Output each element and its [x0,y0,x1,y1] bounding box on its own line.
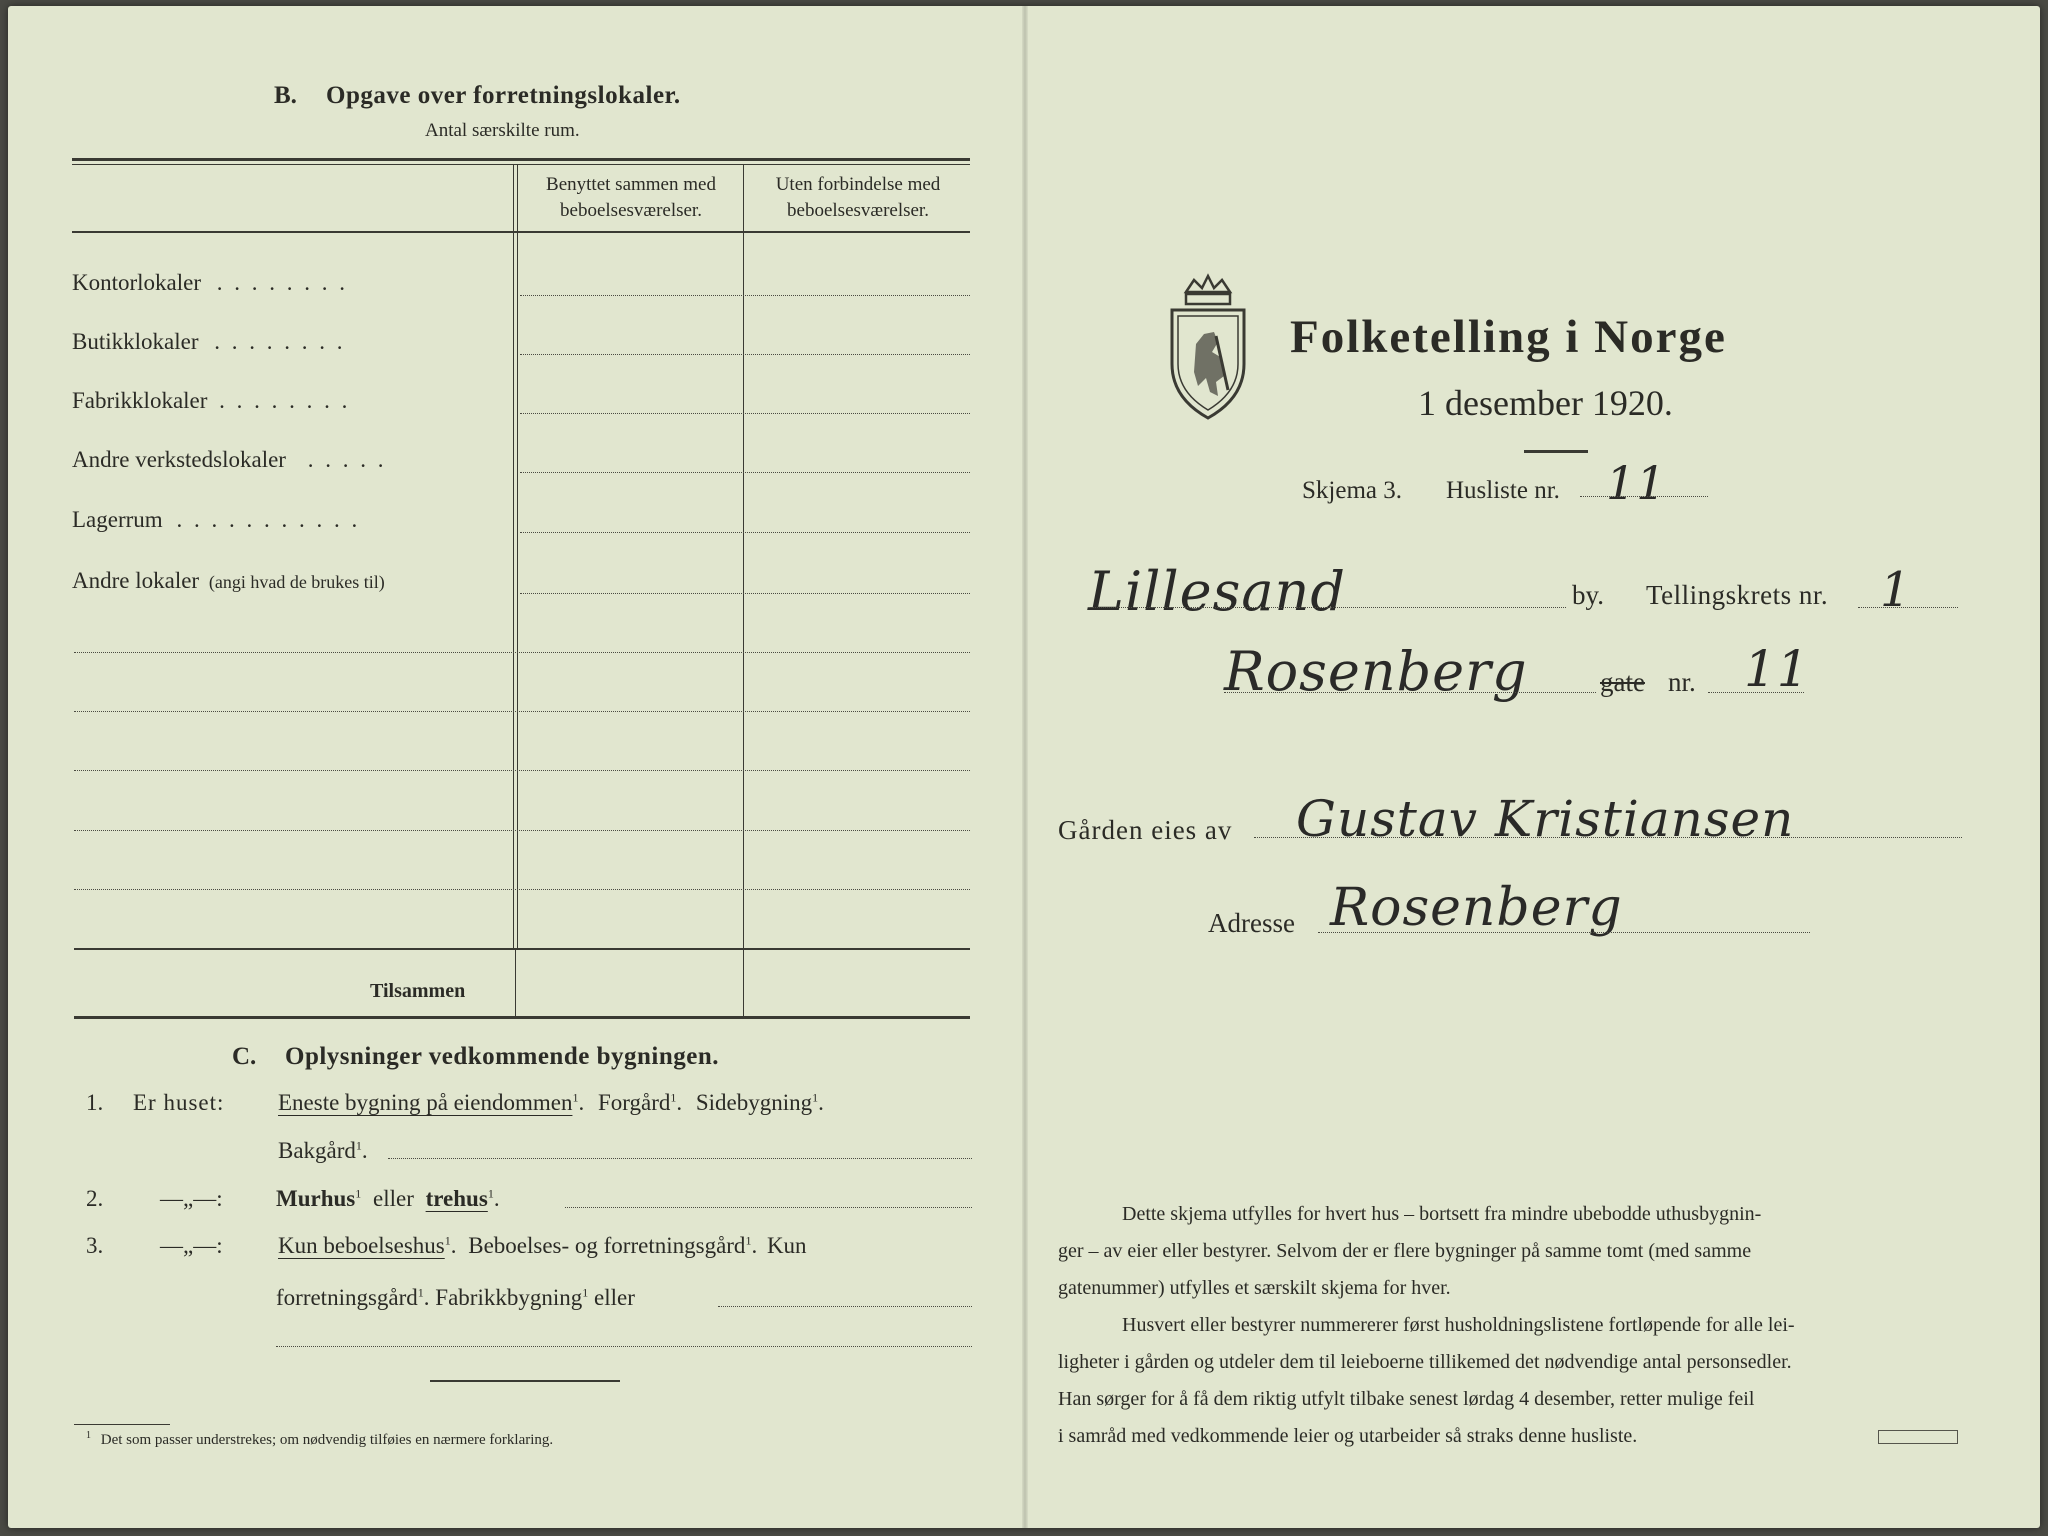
fill-line [1580,496,1708,497]
item-1-line-1: Eneste bygning på eiendommen$^1$. Forgård$^1$. Sidebygning$^1$. [278,1090,824,1115]
instruction-line: Han sørger for å få dem riktig utfylt tilbake senest lørdag 4 desember, retter mulige feil [1058,1388,1755,1410]
option-murhus: Murhus [276,1186,356,1211]
tellingskrets-label: Tellingskrets nr. [1646,580,1829,610]
section-c-title: Oplysninger vedkommende bygningen. [285,1043,719,1070]
item-3-line-1: Kun beboelseshus$^1$. Beboelses- og forretningsgård$^1$. Kun [278,1233,807,1258]
tellingskrets-value[interactable]: 1 [1880,562,1912,618]
husliste-value[interactable]: 11 [1606,456,1667,510]
street-nr-label: nr. [1668,667,1696,697]
row-dots: . . . . . . . . [214,329,346,354]
row-label-andre-lokaler [72,568,385,594]
row-rule [74,711,970,712]
total-col-divider-2 [743,950,744,1016]
instruction-line: gatenummer) utfylles et særskilt skjema for hver. [1058,1277,1451,1299]
table-top-rule [72,158,970,161]
row-label-fabrikklokaler [72,388,350,414]
fill-line [1254,837,1962,838]
option-forretningsgard: forretningsgård [276,1285,418,1310]
option-fabrikkbygning: Fabrikkbygning [435,1285,583,1310]
col2-header-line1: Uten forbindelse med [775,174,941,195]
fill-line [1090,607,1566,608]
schema-label: Skjema 3. [1302,477,1402,504]
husliste-label: Husliste nr. [1446,477,1560,504]
word-eller: eller [594,1285,635,1310]
street-value[interactable]: Rosenberg [1224,640,1528,703]
word-kun: Kun [766,1233,807,1258]
row-rule [74,770,970,771]
address-label: Adresse [1208,908,1295,938]
table-col-divider-1 [513,164,514,950]
item-1-line-2: Bakgård$^1$. [278,1138,368,1163]
instruction-line: ger – av eier eller bestyrer. Selvom der er flere bygninger på samme tomt (med samme [1058,1240,1752,1262]
option-beboelses-og-forretningsgard: Beboelses- og forretningsgård [468,1233,746,1258]
table-header-rule [72,231,970,233]
col1-header-line1: Benyttet sammen med [546,174,716,195]
footnote-mark: 1 [86,1430,91,1441]
item-3-prefix: —„—: [160,1233,223,1258]
fill-line [1318,932,1810,933]
row-rule [74,889,970,890]
row-rule [74,830,970,831]
page-fold [1022,6,1028,1528]
instruction-line: Husvert eller bestyrer nummererer først husholdningslistene fortløpende for alle lei- [1122,1314,1795,1336]
title-rule [1524,450,1588,453]
norwegian-coat-of-arms-icon [1166,272,1250,422]
section-c-letter: C. [232,1043,257,1070]
table-top-rule-thin [72,164,970,165]
gate-label: gate [1600,667,1645,697]
item-3-line-2: forretningsgård$^1$. Fabrikkbygning$^1$ eller [276,1285,635,1310]
word-eller: eller [373,1186,414,1211]
row-label-lagerrum [72,507,360,533]
row-note: (angi hvad de brukes til) [208,572,385,592]
instruction-line: i samråd med vedkommende leier og utarbeider så straks denne husliste. [1058,1425,1638,1447]
total-col-divider-1 [515,950,516,1016]
row-dots: . . . . . . . . [216,270,349,295]
item-1-number: 1. [86,1090,104,1115]
owner-label: Gården eies av [1058,815,1233,845]
col2-header-line2: beboelsesværelser. [787,200,929,221]
printer-stamp [1878,1430,1958,1444]
option-eneste-bygning: Eneste bygning på eiendommen [278,1090,573,1115]
table-col-divider-2 [743,164,744,950]
section-b-letter: B. [274,82,297,109]
form-date: 1 desember 1920. [1418,383,1673,423]
option-kun-beboelseshus: Kun beboelseshus [278,1233,445,1258]
row-rule [74,652,970,653]
row-label-text: Fabrikklokaler [72,388,208,413]
street-nr-value[interactable]: 11 [1744,640,1810,698]
row-rule [520,532,970,533]
row-label-text: Kontorlokaler [72,270,202,295]
row-label-andre-verkstedslokaler [72,447,386,473]
fill-line [718,1306,972,1307]
col1-header-line2: beboelsesværelser. [560,200,702,221]
fill-line [1858,607,1958,608]
section-end-rule [430,1380,620,1382]
row-rule [520,354,970,355]
footnote-text: Det som passer understrekes; om nødvendig tilføies en nærmere forklaring. [100,1432,554,1448]
fill-line [565,1207,972,1208]
fill-line [1708,692,1804,693]
option-trehus: trehus [425,1186,488,1211]
row-rule [520,413,970,414]
footnote-rule [74,1424,170,1425]
instruction-line: Dette skjema utfylles for hvert hus – bortsett fra mindre ubebodde uthusbygnin- [1122,1203,1762,1225]
city-value[interactable]: Lillesand [1088,560,1346,623]
fill-line [276,1346,972,1347]
row-dots: . . . . . . . . [219,388,351,413]
owner-value[interactable]: Gustav Kristiansen [1296,790,1795,848]
section-b-subtitle: Antal særskilte rum. [425,120,580,141]
item-1-prefix: Er huset: [133,1090,225,1115]
row-rule [520,472,970,473]
row-label-text: Butikklokaler [72,329,199,354]
item-3-number: 3. [86,1233,104,1258]
fill-line [1224,692,1596,693]
row-label-text: Andre verkstedslokaler [72,447,286,472]
row-label-butikklokaler [72,329,345,355]
total-label: Tilsammen [370,980,466,1002]
row-label-text: Lagerrum [72,507,163,532]
row-rule [520,295,970,296]
item-2-number: 2. [86,1186,104,1211]
row-dots: . . . . . . . . . . . [176,507,361,532]
table-col-divider-1b [517,164,518,950]
section-b-title: Opgave over forretningslokaler. [326,82,681,109]
form-title: Folketelling i Norge [1290,311,1727,363]
instruction-line: ligheter i gården og utdeler dem til leieboerne tillikemed det nødvendige antal personsedler. [1058,1351,1792,1373]
option-bakgard: Bakgård [278,1138,356,1163]
item-2-line: Murhus$^1$ eller trehus$^1$. [276,1186,500,1211]
instructions-block [1058,1196,1964,1455]
row-label-kontorlokaler [72,270,348,296]
item-2-prefix: —„—: [160,1186,223,1211]
row-rule [520,593,970,594]
fill-line [388,1158,972,1159]
option-sidebygning: Sidebygning [695,1090,813,1115]
row-label-text: Andre lokaler [72,568,200,593]
footnote [86,1430,553,1449]
row-dots: . . . . . [307,447,387,472]
address-value[interactable]: Rosenberg [1330,878,1623,938]
option-forgard: Forgård [597,1090,671,1115]
by-label: by. [1572,580,1604,610]
table-bottom-rule [74,1016,970,1019]
table-total-top-rule [74,948,970,950]
